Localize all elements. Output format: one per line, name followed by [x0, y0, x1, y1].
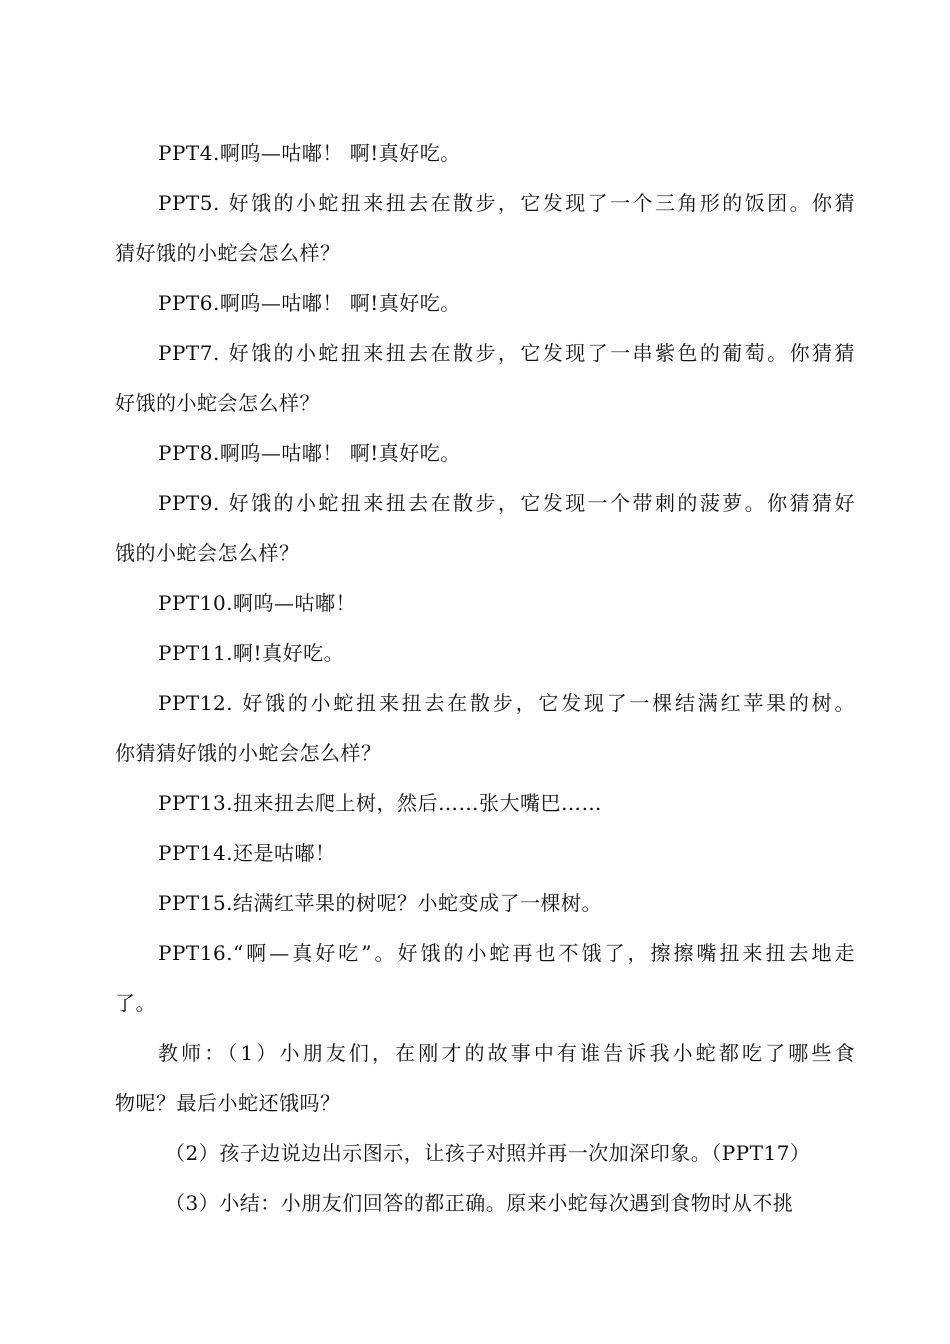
text-line: （3）小结：小朋友们回答的都正确。原来小蛇每次遇到食物时从不挑 — [165, 1191, 794, 1215]
text-line: 猜好饿的小蛇会怎么样？ — [115, 241, 341, 265]
text-line: PPT12. 好饿的小蛇扭来扭去在散步，它发现了一棵结满红苹果的树。 — [158, 691, 855, 715]
text-line: 教师：（1）小朋友们，在刚才的故事中有谁告诉我小蛇都吃了哪些食 — [158, 1041, 855, 1065]
text-line: （2）孩子边说边出示图示，让孩子对照并再一次加深印象。（PPT17） — [165, 1141, 811, 1165]
text-line: 好饿的小蛇会怎么样？ — [115, 391, 320, 415]
text-line: PPT4.啊呜—咕嘟！ 啊!真好吃。 — [158, 141, 461, 165]
text-line: PPT11.啊!真好吃。 — [158, 641, 345, 665]
text-line: 你猜猜好饿的小蛇会怎么样？ — [115, 741, 382, 765]
text-line: PPT10.啊呜—咕嘟！ — [158, 591, 357, 615]
text-line: 了。 — [115, 991, 156, 1015]
text-line: PPT14.还是咕嘟！ — [158, 841, 336, 865]
text-line: PPT8.啊呜—咕嘟！ 啊!真好吃。 — [158, 441, 461, 465]
text-line: 饿的小蛇会怎么样？ — [115, 541, 300, 565]
text-line: PPT7. 好饿的小蛇扭来扭去在散步，它发现了一串紫色的葡萄。你猜猜 — [158, 341, 855, 365]
text-line: 物呢？最后小蛇还饿吗？ — [115, 1091, 341, 1115]
text-line: PPT6.啊呜—咕嘟！ 啊!真好吃。 — [158, 291, 461, 315]
text-line: PPT9. 好饿的小蛇扭来扭去在散步，它发现一个带刺的菠萝。你猜猜好 — [158, 491, 855, 515]
text-line: PPT5. 好饿的小蛇扭来扭去在散步，它发现了一个三角形的饭团。你猜 — [158, 191, 855, 215]
text-line: PPT16.“啊—真好吃”。好饿的小蛇再也不饿了，擦擦嘴扭来扭去地走 — [158, 941, 855, 965]
text-line: PPT15.结满红苹果的树呢？小蛇变成了一棵树。 — [158, 891, 603, 915]
text-line: PPT13.扭来扭去爬上树，然后……张大嘴巴…… — [158, 791, 603, 815]
